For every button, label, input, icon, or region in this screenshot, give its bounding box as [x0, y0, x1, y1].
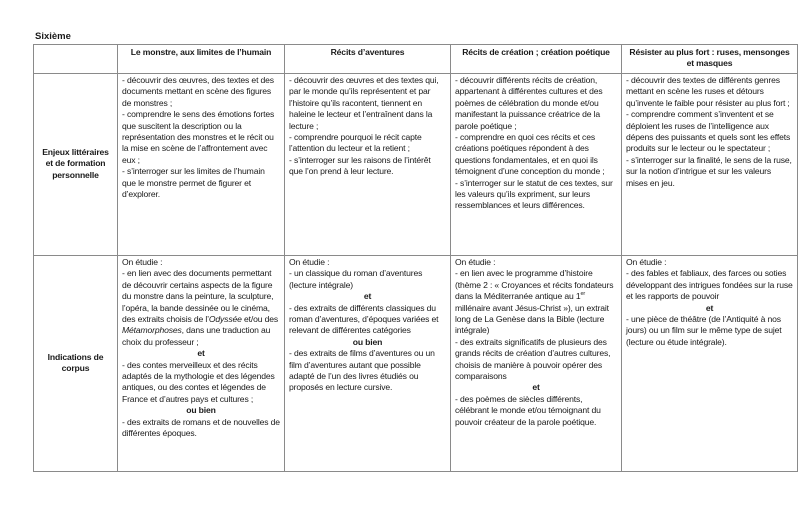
header-row: [34, 45, 798, 74]
work-title-metamorphoses: Métamorphoses: [122, 325, 182, 336]
row-label-corpus: Indications de corpus: [34, 256, 118, 472]
cell-corpus-creation: [451, 256, 622, 472]
table-row-enjeux: [34, 74, 798, 256]
separator-et: et: [363, 291, 372, 302]
bullet: - découvrir des œuvres, des textes et des documents mettant en scène des figures de monstres ;: [122, 75, 274, 108]
superscript: er: [580, 291, 586, 298]
corpus-item: - un classique du roman d’aventures (lecture intégrale): [289, 268, 423, 290]
corpus-item: - des extraits significatifs de plusieurs des grands récits de création d’autres cultures, choisis de manière à pouvoir opérer des comparaisons: [455, 336, 611, 382]
header-corner: [34, 45, 118, 74]
curriculum-table: [33, 44, 798, 472]
separator-et: et: [705, 302, 714, 313]
corpus-item: - des extraits de romans et de nouvelles de différentes époques.: [122, 416, 280, 439]
table-row-corpus: [34, 256, 798, 472]
intro-text: On étudie :: [289, 257, 330, 267]
header-monstre: Le monstre, aux limites de l’humain: [118, 45, 285, 74]
bullet: - comprendre le sens des émotions fortes que suscitent la description ou la représentation des monstres et le récit ou la mise en scène de l’affrontement avec eux ;: [122, 109, 275, 165]
bullet: - s’interroger sur le statut de ces textes, sur les valeurs qu’ils expriment, sur leurs ressemblances et leurs différences.: [455, 177, 613, 211]
cell-enjeux-aventures: [285, 74, 451, 256]
cell-corpus-monstre: [118, 256, 285, 472]
intro-text: On étudie :: [122, 257, 163, 267]
separator-et: et: [197, 348, 205, 359]
intro-text: On étudie :: [626, 257, 667, 267]
cell-corpus-aventures: [285, 256, 451, 472]
bullet: - comprendre comment s’inventent et se déploient les ruses de l’intelligence aux dépens des puissants et quels sont les effets produits sur le lecteur ou le spectateur ;: [626, 109, 791, 154]
row-label-enjeux: Enjeux littéraires et de formation personnelle: [34, 74, 118, 256]
bullet: - s’interroger sur les limites de l’humain que le monstre permet de figurer et d’explorer.: [122, 166, 265, 200]
work-title-odyssee: Odyssée: [208, 314, 242, 325]
cell-enjeux-creation: [451, 74, 622, 256]
cell-enjeux-monstre: [118, 74, 285, 256]
header-ruses: Résister au plus fort : ruses, mensonges et masques: [622, 45, 798, 74]
corpus-item: [455, 268, 617, 336]
corpus-item: - des extraits de films d’aventures ou un film d’aventures autant que possible adapté de l’un des livres étudiés ou proposés en lecture cursive.: [289, 348, 435, 393]
separator-ou-bien: ou bien: [352, 336, 383, 347]
corpus-item: - une pièce de théâtre (de l’Antiquité à nos jours) ou un film sur le même type de sujet (lecture ou étude intégrale).: [626, 314, 782, 347]
corpus-item: [122, 268, 280, 348]
header-creation: Récits de création ; création poétique: [451, 45, 622, 74]
text-fragment: et/ou des: [241, 314, 278, 325]
separator-ou-bien: ou bien: [186, 405, 216, 416]
bullet: - découvrir différents récits de création, appartenant à différentes cultures et des poèmes de célébration du monde et/ou manifestant la puissance créatrice de la parole poétique ;: [455, 75, 603, 131]
text-fragment: millénaire avant Jésus-Christ »), un extrait long de La Genèse dans la Bible (lecture intégrale): [455, 302, 609, 336]
corpus-item: - des extraits de différents classiques du roman d’aventures, d’époques variées et relevant de différentes catégories: [289, 302, 439, 336]
bullet: - s’interroger sur la finalité, le sens de la ruse, sur la notion d’intrigue et sur les valeurs mises en jeu.: [626, 154, 792, 188]
cell-enjeux-ruses: [622, 74, 798, 256]
header-aventures: Récits d’aventures: [285, 45, 451, 74]
bullet: - s’interroger sur les raisons de l’intérêt que l’on prend à leur lecture.: [289, 154, 431, 177]
corpus-item: - des contes merveilleux et des récits adaptés de la mythologie et des légendes antiques, ou des contes et légendes de France et d’autres pays et cultures ;: [122, 359, 275, 404]
bullet: - comprendre pourquoi le récit capte l’attention du lecteur et la retient ;: [289, 132, 422, 154]
intro-text: On étudie :: [455, 257, 496, 267]
bullet: - comprendre en quoi ces récits et ces créations poétiques répondent à des questions fondamentales, et en quoi ils témoignent d’une conception du monde ;: [455, 132, 605, 177]
text-fragment: - en lien avec des documents permettant de découvrir certains aspects de la figure du monstre dans la peinture, la sculpture, l’opéra, la bande dessinée ou le cinéma, des extraits choisis de l’: [122, 268, 274, 325]
bullet: - découvrir des textes de différents genres mettant en scène les ruses et détours qu’invente le faible pour résister au plus fort ;: [626, 75, 790, 108]
page-title: Sixième: [35, 31, 71, 42]
separator-et: et: [532, 382, 540, 393]
corpus-item: - des poèmes de siècles différents, célébrant le monde et/ou témoignant du pouvoir créateur de la parole poétique.: [455, 393, 601, 427]
cell-corpus-ruses: [622, 256, 798, 472]
corpus-item: - des fables et fabliaux, des farces ou soties développant des intrigues fondées sur la ruse et les rapports de pouvoir: [626, 268, 793, 302]
text-fragment: - en lien avec le programme d’histoire (thème 2 : « Croyances et récits fondateurs dans la Méditerranée antique au 1: [455, 268, 614, 302]
text-fragment: , dans une traduction au choix du professeur ;: [122, 325, 271, 347]
bullet: - découvrir des œuvres et des textes qui, par le monde qu’ils représentent et par l’histoire qu’ils racontent, tiennent en haleine le lecteur et l’entraînent dans la lecture ;: [289, 75, 439, 131]
